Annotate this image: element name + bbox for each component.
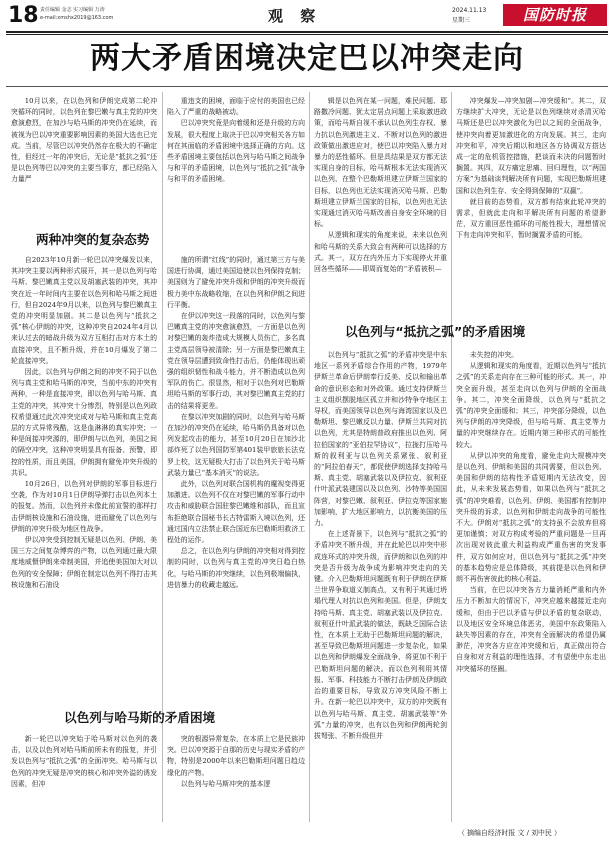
page-number: 18	[8, 3, 39, 28]
article-block	[11, 734, 157, 826]
article-paragraph: 从逻辑和现实的角度看，近期以色列与“抵抗之弧”的关系走向存在三种可能的形式。其一，冲突全面升级，甚至走向以色列与伊朗的全面战争。其二，冲突全面降级，以色列与“抵抗之弧”的冲突全面缓和；其三，冲突部分降级，以色列与伊朗的冲突降级，但与哈马斯、真主党等力量的冲突继续存在。近期内第三种形式的可能性较大。	[456, 362, 606, 449]
article-paragraph: 施的所谓“红线”的同时，通过第三方与美国进行协调，通过美国迫使以色列保持克制；美国则为了避免冲突升级和伊朗的冲突升级而极力美中东战略收缩，在以色列和伊朗之间进行平衡。	[167, 256, 305, 309]
subheading-israel-axis: 以色列与“抵抗之弧”的矛盾困境	[345, 324, 526, 339]
editors-line: 责任编辑 金志 实习编辑 万涛	[40, 7, 105, 13]
article-paragraph: 总之，在以色列与伊朗的冲突相对得到控制的同时，以色列与真主党的冲突日趋白热化，与哈马斯的冲突继续，以色列极端偏执，进信暴力的收藏走越远。	[167, 547, 305, 589]
article-paragraph: 此外，以色列对联合国机构的魔视变得更加激进。以色列不仅在对黎巴嫩的军事行动中攻击和威胁联合国驻黎巴嫩维和部队，而且宣布拒绝联合国秘书长古特雷斯入境以色列，还通过国内立法禁止联合国近东巴勒斯坦救济工程处的运作。	[167, 480, 305, 545]
newspaper-logo: 国防时报	[503, 4, 607, 26]
article-paragraph: 冲突爆发—冲突加剧—冲突缓和”。其二，双方继续扩大冲突，无论是以色列继续对杀清灭哈马斯还是巴以冲突激化为巴以之间的全面战争，使冲突向着更加激进化的方向发展。其三，走向冲突和平，冲突后期以和地区各方协调双方搭达成一定的危机管控措施，把谈而未决的问题暂时搁置。其四，双方痛定思痛、回归理性，以“两国方案”为基础谈判解决所有问题，实现巴勒斯坦建国和以色列生存、安全得到保障的“双赢”。	[456, 97, 606, 195]
section-name: 观 察	[268, 7, 322, 25]
page-headline: 两大矛盾困境决定巴以冲突走向	[90, 41, 524, 76]
article-block	[167, 96, 305, 248]
article-paragraph: 以色列与哈马斯冲突的基本逻	[180, 779, 271, 788]
article-signature: （ 摘编自经济时报 文 / 刘中民 ）	[458, 829, 561, 837]
article-paragraph: 在黎以冲突加剧的同时，以色列与哈马斯在加沙的冲突仍在延续，哈马斯仍具备对以色列发起攻击的能力，甚至10月20日在加沙北部炸死了以色列国防军第401装甲旅旅长法克罗上校，这无疑极大打击了以色列关于哈马斯武装力量已“基本消灭”的说法。	[167, 412, 305, 477]
header-rule	[6, 31, 608, 33]
article-paragraph: 突的根源异常复杂，在本质上它是民族冲突。巴以冲突源于自那的历史与现实矛盾的产物，特别是2000年以来巴勒斯坦问题日趋边缘化的产物。	[167, 735, 305, 777]
headline-rule	[6, 86, 608, 87]
article-block	[11, 96, 157, 221]
article-paragraph: 从逻辑和现实的角度来说，未来以色列和哈马斯的关系大致会有两种可以选择的方式。其一，双方在内外压力下实现停火并重回各些循环——即周而复始的“矛盾被积—	[314, 231, 447, 274]
article-block	[314, 96, 447, 316]
article-paragraph: 伊以冲突受到控制无疑是以色列、伊朗、美国三方之间复杂博弈的产物，以色列通过最大限度地威慑伊朗来牵制美国，并追使美国加大对以色列的安全保障；伊朗在制定以色列不得打击其核设施和石油设	[11, 536, 157, 589]
article-paragraph: 因此，以色列与伊朗之间的冲突不同于以色列与真主党和哈马斯的冲突，当前中东的冲突有两种，一种是直接冲突，即以色列与哈马斯、真主党的冲突，其冲突十分惨烈，特别是以色列政权希望通过此次冲突完成对与哈马斯和真主党高层的方式异常残酷，这是血淋淋的真实冲突；一种是间接冲突源的，即伊朗与以色列，美国之间的隔空冲突，这种冲突明显具有报备、预警，即控的性质，而且美国，伊朗拥有避免冲突升级的共识。	[11, 368, 157, 477]
article-paragraph: 在伊以冲突这一段落的同时，以色列与黎巴嫩真主党的冲突愈演愈烈，一方面是以色列对黎巴嫩的轰炸造成大规模人员伤亡，多名真主党高层领导被清除；另一方面是黎巴嫩真主党在领导层遭到致命性打击后，仍能体现出顽强的组织韧性和战斗能力，并不断造成以色列军队的伤亡。很显然，相对于以色列对巴勒斯坦哈马斯的军事行动，其对黎巴嫩真主党的打击的结果将更差。	[167, 312, 305, 410]
subheading-two-conflicts: 两种冲突的复杂态势	[36, 232, 150, 247]
article-block	[167, 734, 305, 826]
article-paragraph: 10月26日，以色列对伊朗的军事目标进行空袭，作为对10月1日伊朗导弹打击以色列本土的报复。然而，以色列并未像此前宣誓的那样打击伊朗核设施和石油设施，进而避免了以色列与伊朗的冲突升级为地区性战争。	[11, 480, 157, 533]
masthead	[0, 0, 614, 34]
article-block	[11, 255, 157, 695]
column-divider	[451, 92, 452, 822]
article-block	[167, 255, 305, 695]
article-paragraph: 新一轮巴以冲突始于哈马斯对以色列的袭击，以及以色列对哈马斯前所未有的报复，并引发以色列与“抵抗之弧”的全面冲突。哈马斯与以色列的冲突无疑是冲突的核心和冲突外溢的诱发因素，但冲	[11, 735, 157, 788]
editors-info	[40, 6, 113, 22]
issue-weekday: 星期三	[452, 17, 471, 24]
date-block	[452, 6, 486, 26]
editors-email: e-mail:xmshx2019@163.com	[40, 15, 114, 21]
article-block	[456, 350, 606, 826]
article-paragraph: 自2023年10月新一轮巴以冲突爆发以来，其冲突主要以两种形式展开，其一是以色列与哈马斯、黎巴嫩真主党以及胡塞武装的冲突，其冲突在近一年时间内主要在以色列和哈马斯之间进行，但自2024年9月以来，以色列与黎巴嫩真主党的冲突明显加剧。其二是以色列与“抵抗之弧”核心伊朗的冲突，这种冲突自2024年4月以来认过去的暗战升级为双方互相打击对方本土的直接冲突，且不断升级，并在10月爆发了第二轮直接冲突。	[11, 256, 157, 365]
article-paragraph: 重违支的困境，面临于应付的美国也已经陷入了严重的战略被动。	[167, 97, 305, 117]
article-block	[456, 96, 606, 316]
article-paragraph: 以色列与“抵抗之弧”的矛盾冲突是中东地区一系列矛盾综合作用的产物，1979年伊斯兰革命后伊朗奉行反美、反以和输出革命的意识形态和对外政策。通过支持伊斯兰主义组织摆脱地区孤立并和沙特争夺地区主导权，而美国领导以色列与海湾国家以及巴勒斯坦、黎巴嫩反以力量、伊斯兰共同对抗以色列，尤其是特朗普政府推出以色列、阿拉伯国家的“亚伯拉罕协议”，拉拢打压哈马斯的叙利亚与以色列关系紧张、叙利亚的“阿拉伯春天”，都促使伊朗选择支持哈马斯、真主党、胡塞武装以及伊拉克、叙利亚什叶派武装建国以及以色列、沙特等美国国阵营，对黎巴嫩、叙利亚、伊拉克等国家施加影响，扩大地区影响力，以抗衡美国的压力。	[314, 351, 447, 528]
article-paragraph: 辑是以色列在某一问题，难民问题、耶路撒冷问题、犹太定居点问题上采取激进政策，而哈马斯自视不承认以色列生存权、暴力抗以色列激进主义、不断对以色列的激进政策做出激进应对，使巴以冲突陷入暴力对暴力的恶性循环。但是具结果是双方都无法实现自身的目标，哈马斯根本无法实现消灭以色列、在整个巴勒斯坦建立伊斯兰国家的目标，以色列也无法实现消灭哈马斯、巴勒斯坦建立伊斯兰国家的目标，以色列也无法实现通过消灭哈马斯改善自身安全环境的目标。	[314, 97, 447, 229]
header-rule-thin	[6, 34, 608, 35]
article-paragraph: 在上述背景下，以色列与“抵抗之弧”的矛盾冲突不断升级，并在此轮巴以冲突中形成连环式的冲突升级，而伊朗和以色列的冲突是否升级为战争成为影响冲突走向的关键。介入巴勒斯坦问题既有利于伊朗在伊斯兰世界争取道义制高点，又有利于其通过坍塌代理人对抗以色列和美国。但是，伊朗支持哈马斯、真主党、胡塞武装以及伊拉克、叙利亚什叶派武装的做法，既缺乏国际合法性，在本质上无助于巴勒斯坦问题的解决，甚至导致巴勒斯坦问题进一步复杂化，如果以色列和伊朗爆发全面战争，将更加不利于巴勒斯坦问题的解决。而以色列利用其情报、军事、科技能力不断打击伊朗及伊朗政治的重要目标，导致双方冲突风险不断上升。在新一轮巴以冲突中，双方的冲突既有以色列与哈马斯、真主党、胡塞武装等“外弧”力量的冲突，也有以色列和伊朗两轮剑拔弩张、不断升级但并	[314, 530, 447, 740]
article-paragraph: 当前，在巴以冲突各方力量消耗严重和内外压力不断加大的情况下，冲突应越来越接近走向缓和，但由于巴以矛盾与伊以矛盾的复杂联动，以及地区安全环境总体恶劣，美国中东政策陷入缺失等因素的存在，冲突有全面解决的希望仍属渺茫，冲突各方应在冲突缓和后，真正做出符合自身和对方利益的理性选择，才有望使中东走出冲突循环的怪圈。	[456, 586, 606, 673]
column-divider	[309, 92, 310, 822]
article-paragraph: 10月以来，在以色列和伊朗完成第二轮冲突循环的同时，以色列在黎巴嫩与真主党的冲突愈演愈烈，在加沙与哈马斯的冲突仍在延续，而被视为巴以冲突重要影响因素的美国大选也已完成。当前，尽管巴以冲突仍然存在极大的不确定性，但经过一年的冲突后，无论是“抵抗之弧”还是以色列等巴以冲突的主要当事方，都已经陷入力量严	[11, 97, 157, 184]
article-paragraph: 从伊以冲突的角度看，避免走向大规模冲突是以色列、伊朗和美国的共同需要，但以色列、美国和伊朗的结构性矛盾短期内无法改变，因此，从未来发展态势看，如果以色列与“抵抗之弧”的冲突难看，以色列、伊朗、美国都有控制冲突升级的诉求，以色列和伊朗走向战争的可能性不大。伊朗对“抵抗之弧”的支持虽不会放弃但将更加谨慎；对双方构成考验的严重问题是一旦再次出现对彼此重大利益构成严重伤害的突发事件，双方如何应对，但以色列与“抵抗之弧”冲突的基本趋势应是总体降级，其前提是以色列和伊朗不再伤害彼此的核心利益。	[456, 451, 606, 584]
subheading-israel-hamas: 以色列与哈马斯的矛盾困境	[64, 710, 216, 725]
article-paragraph: 就目前的态势看，双方都有结束此轮冲突的需求，但就此走向和平解决所有问题的希望渺茫，双方重回恶性循环的可能性极大，理想情况下有走向冲突和平、暂时搁置矛盾的可能。	[456, 197, 606, 240]
article-paragraph: 巴以冲突究竟是向着缓和还是升级的方向发展，很大程度上取决于巴以冲突相关各方如何在其面临的矛盾困境中选择正确的方向。这些矛盾困境主要包括以色列与哈马斯之间战争与和平的矛盾困境，以色列与“抵抗之弧”战争与和平的矛盾困境。	[167, 119, 305, 184]
article-block	[314, 350, 447, 826]
article-paragraph: 未失控的冲突。	[469, 351, 519, 359]
issue-date: 2024.11.13	[452, 7, 487, 14]
